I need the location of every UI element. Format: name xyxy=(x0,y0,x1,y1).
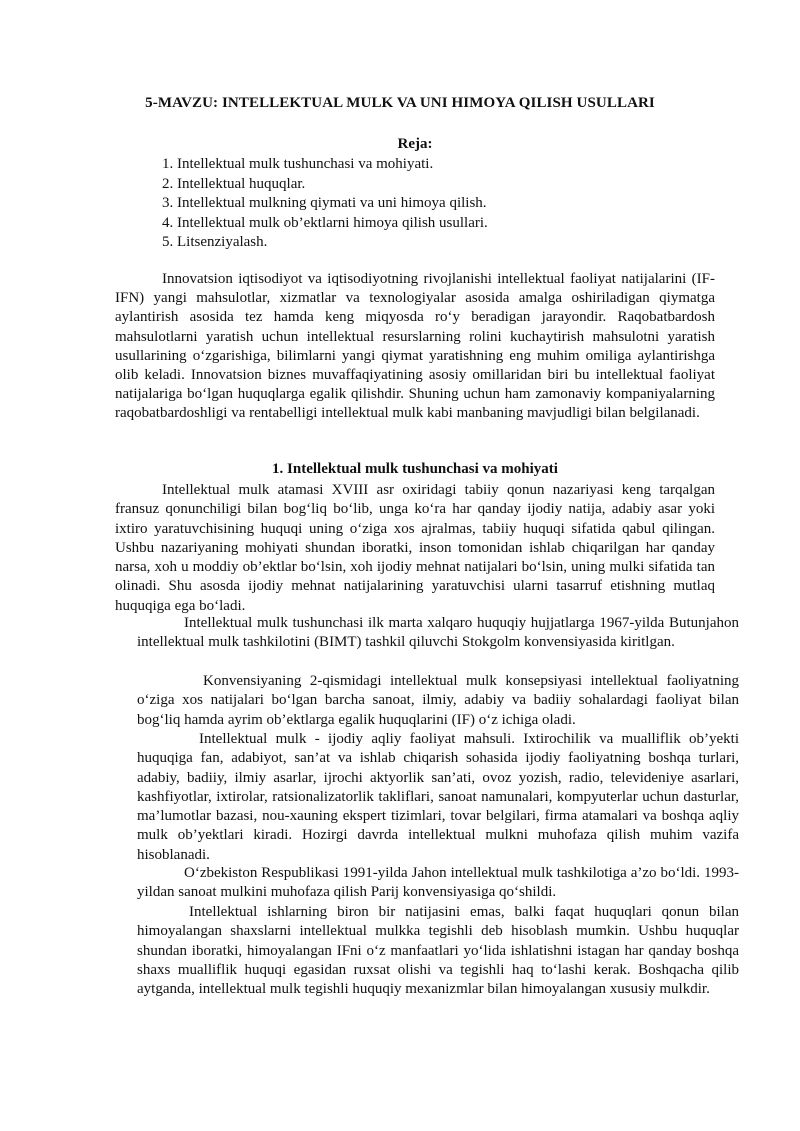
section-paragraph: Intellektual mulk atamasi XVIII asr oxiridagi tabiiy qonun nazariyasi keng tarqalgan fransuz qonunchiligi bilan bog‘liq bo‘lib, unga ko‘ra har qanday ijodiy natija, adabiy asar yoki ixtiro yaratuvchisining huquqi uning o‘ziga xos ajralmas, tabiiy huquqi sifatida qabul qilingan. Ushbu nazariyaning mohiyati shundan iboratki, inson tomonidan ishlab chiqarilgan har qanday narsa, xoh u moddiy ob’ektlar bo‘lsin, xoh ijodiy mehnat natijalari bo‘lsin, uning mulki sifatida tan olinadi. Shu asosda ijodiy mehnat natijalarining yaratuvchisi ularni tasarruf etishning mutlaq huquqiga ega bo‘ladi. xyxy=(115,482,715,614)
plan-heading: Reja: xyxy=(397,136,433,152)
plan-item: 4. Intellektual mulk ob’ektlarni himoya qilish usullari. xyxy=(162,214,488,231)
section-paragraph: O‘zbekiston Respublikasi 1991-yilda Jahon intellektual mulk tashkilotiga a’zo bo‘ldi. 1993-yildan sanoat mulkini muhofaza qilish Parij konvensiyasiga qo‘shildi. xyxy=(137,865,739,901)
plan-item: 2. Intellektual huquqlar. xyxy=(162,175,306,192)
plan-item: 5. Litsenziyalash. xyxy=(162,234,268,250)
document-title: 5-MAVZU: INTELLEKTUAL MULK VA UNI HIMOYA QILISH USULLARI xyxy=(145,95,655,111)
plan-list xyxy=(162,155,488,253)
plan-item: 1. Intellektual mulk tushunchasi va mohiyati. xyxy=(162,156,434,172)
section-paragraph: Intellektual mulk - ijodiy aqliy faoliyat mahsuli. Ixtirochilik va mualliflik ob’yekti huquqiga fan, adabiyot, san’at va ishlab chiqarish sohasida ijodiy faoliyatning boshqa turlari, adabiy, badiiy, ilmiy asarlar, ijrochi aktyorlik san’ati, ovoz yozish, radio, televideniye asarlari, kashfiyotlar, ixtirolar, ratsionalizatorlik takliflari, sanoat namunalari, kompyuterlar uchun dasturlar, ma’lumotlar bazasi, nou-xauning ekspert tizimlari, tovar belgilari, firma atamalari va boshqa aqliy mulk ob’yektlari kiradi. Hozirgi davrda intellektual mulkni muhofaza qilish muhim vazifa hisoblanadi. xyxy=(137,731,739,863)
section-paragraph: Intellektual mulk tushunchasi ilk marta xalqaro huquqiy hujjatlarga 1967-yilda Butunjahon intellektual mulk tashkilotini (BIMT) tashkil qiluvchi Stokgolm konvensiyasida kiritlgan. xyxy=(137,615,739,651)
section-heading: 1. Intellektual mulk tushunchasi va mohiyati xyxy=(272,461,558,477)
intro-paragraph: Innovatsion iqtisodiyot va iqtisodiyotning rivojlanishi intellektual faoliyat natijalarini (IF-IFN) yangi mahsulotlar, xizmatlar va texnologiyalar asosida amalga oshiriladigan qiymatga aylantirish asosida tez hamda keng miqyosda ro‘y beradigan jarayondir. Raqobatbardosh mahsulotlarni yaratish uchun intellektual resurslarning rolini kuchaytirish mahsulotni yaratish usullarining o‘zgarishiga, bilimlarni yangi qiymat yaratishning eng muhim omiliga aylantirishga olib keladi. Innovatsion biznes muvaffaqiyatining asosiy omillaridan biri bu intellektual faoliyat natijalariga bo‘lgan huquqlarga egalik qilishdir. Shuning uchun ham zamonaviy kompaniyalarning raqobatbardoshligi va rentabelligi intellektual mulk kabi manbaning mavjudligi bilan belgilanadi. xyxy=(115,271,715,422)
plan-item: 3. Intellektual mulkning qiymati va uni himoya qilish. xyxy=(162,195,487,211)
section-paragraph: Konvensiyaning 2-qismidagi intellektual mulk konsepsiyasi intellektual faoliyatning o‘ziga xos natijalari bo‘lgan barcha sanoat, ilmiy, adabiy va badiiy sohalardagi faoliyat bilan bog‘liq hamda ayrim ob’ektlarga egalik huquqlarini (IF) o‘z ichiga oladi. xyxy=(137,673,739,728)
section-paragraph: Intellektual ishlarning biron bir natijasini emas, balki faqat huquqlari qonun bilan himoyalangan shaxslarni intellektual mulkka tegishli deb hisoblash mumkin. Ushbu huquqlar shundan iboratki, himoyalangan IFni o‘z manfaatlari yo‘lida ishlatishni istagan har qanday boshqa shaxs mualliflik huquqi egasidan ruxsat olishi va tegishli haq to‘lashi kerak. Boshqacha qilib aytganda, intellektual mulk tegishli huquqiy mexanizmlar bilan himoyalangan xususiy mulkdir. xyxy=(137,904,739,998)
